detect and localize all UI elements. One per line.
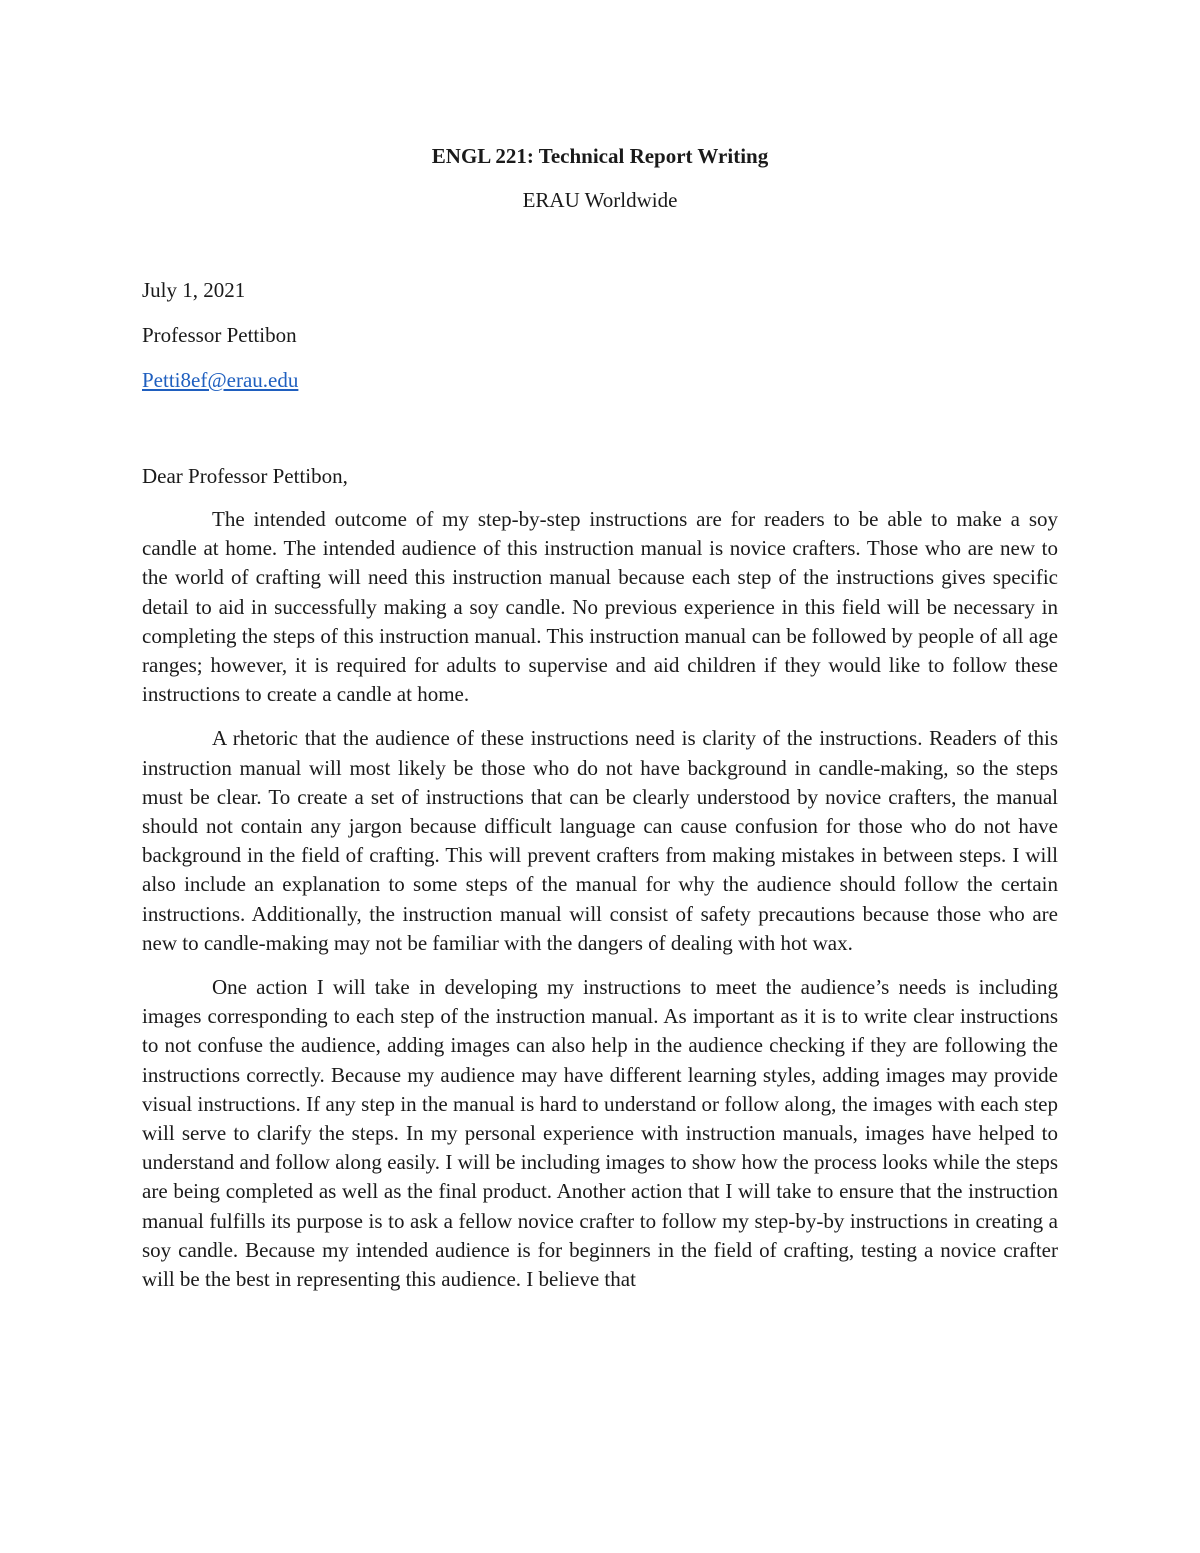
document-page (142, 140, 1058, 1294)
body-paragraph: A rhetoric that the audience of these instructions need is clarity of the instructions. Readers of this instruction manual will most likely be those who do not have background in candle-making, so the steps must be clear. To create a set of instructions that can be clearly understood by novice crafters, the manual should not contain any jargon because difficult language can cause confusion for those who do not have background in the field of crafting. This will prevent crafters from making mistakes in between steps. I will also include an explanation to some steps of the manual for why the audience should follow the certain instructions. Additionally, the instruction manual will consist of safety precautions because those who are new to candle-making may not be familiar with the dangers of dealing with hot wax. (142, 726, 1058, 955)
letter-salutation: Dear Professor Pettibon, (142, 464, 348, 488)
document-subtitle: ERAU Worldwide (522, 188, 678, 212)
letter-date: July 1, 2021 (142, 278, 246, 302)
body-paragraph: The intended outcome of my step-by-step instructions are for readers to be able to make a soy candle at home. The intended audience of this instruction manual is novice crafters. Those who are new to the world of crafting will need this instruction manual because each step of the instructions gives specific detail to aid in successfully making a soy candle. No previous experience in this field will be necessary in completing the steps of this instruction manual. This instruction manual can be followed by people of all age ranges; however, it is required for adults to supervise and aid children if they would like to follow these instructions to create a candle at home. (142, 507, 1058, 707)
document-title: ENGL 221: Technical Report Writing (431, 144, 769, 168)
letter-recipient: Professor Pettibon (142, 323, 297, 347)
body-paragraph: One action I will take in developing my instructions to meet the audience’s needs is including images corresponding to each step of the instruction manual. As important as it is to write clear instructions to not confuse the audience, adding images can also help in the audience checking if they are following the instructions correctly. Because my audience may have different learning styles, adding images may provide visual instructions. If any step in the manual is hard to understand or follow along, the images with each step will serve to clarify the steps. In my personal experience with instruction manuals, images have helped to understand and follow along easily. I will be including images to show how the process looks while the steps are being completed as well as the final product. Another action that I will take to ensure that the instruction manual fulfills its purpose is to ask a fellow novice crafter to follow my step-by-by instructions in creating a soy candle. Because my intended audience is for beginners in the field of crafting, testing a novice crafter will be the best in representing this audience. I believe that (142, 975, 1058, 1292)
email-link[interactable]: Petti8ef@erau.edu (142, 368, 299, 392)
